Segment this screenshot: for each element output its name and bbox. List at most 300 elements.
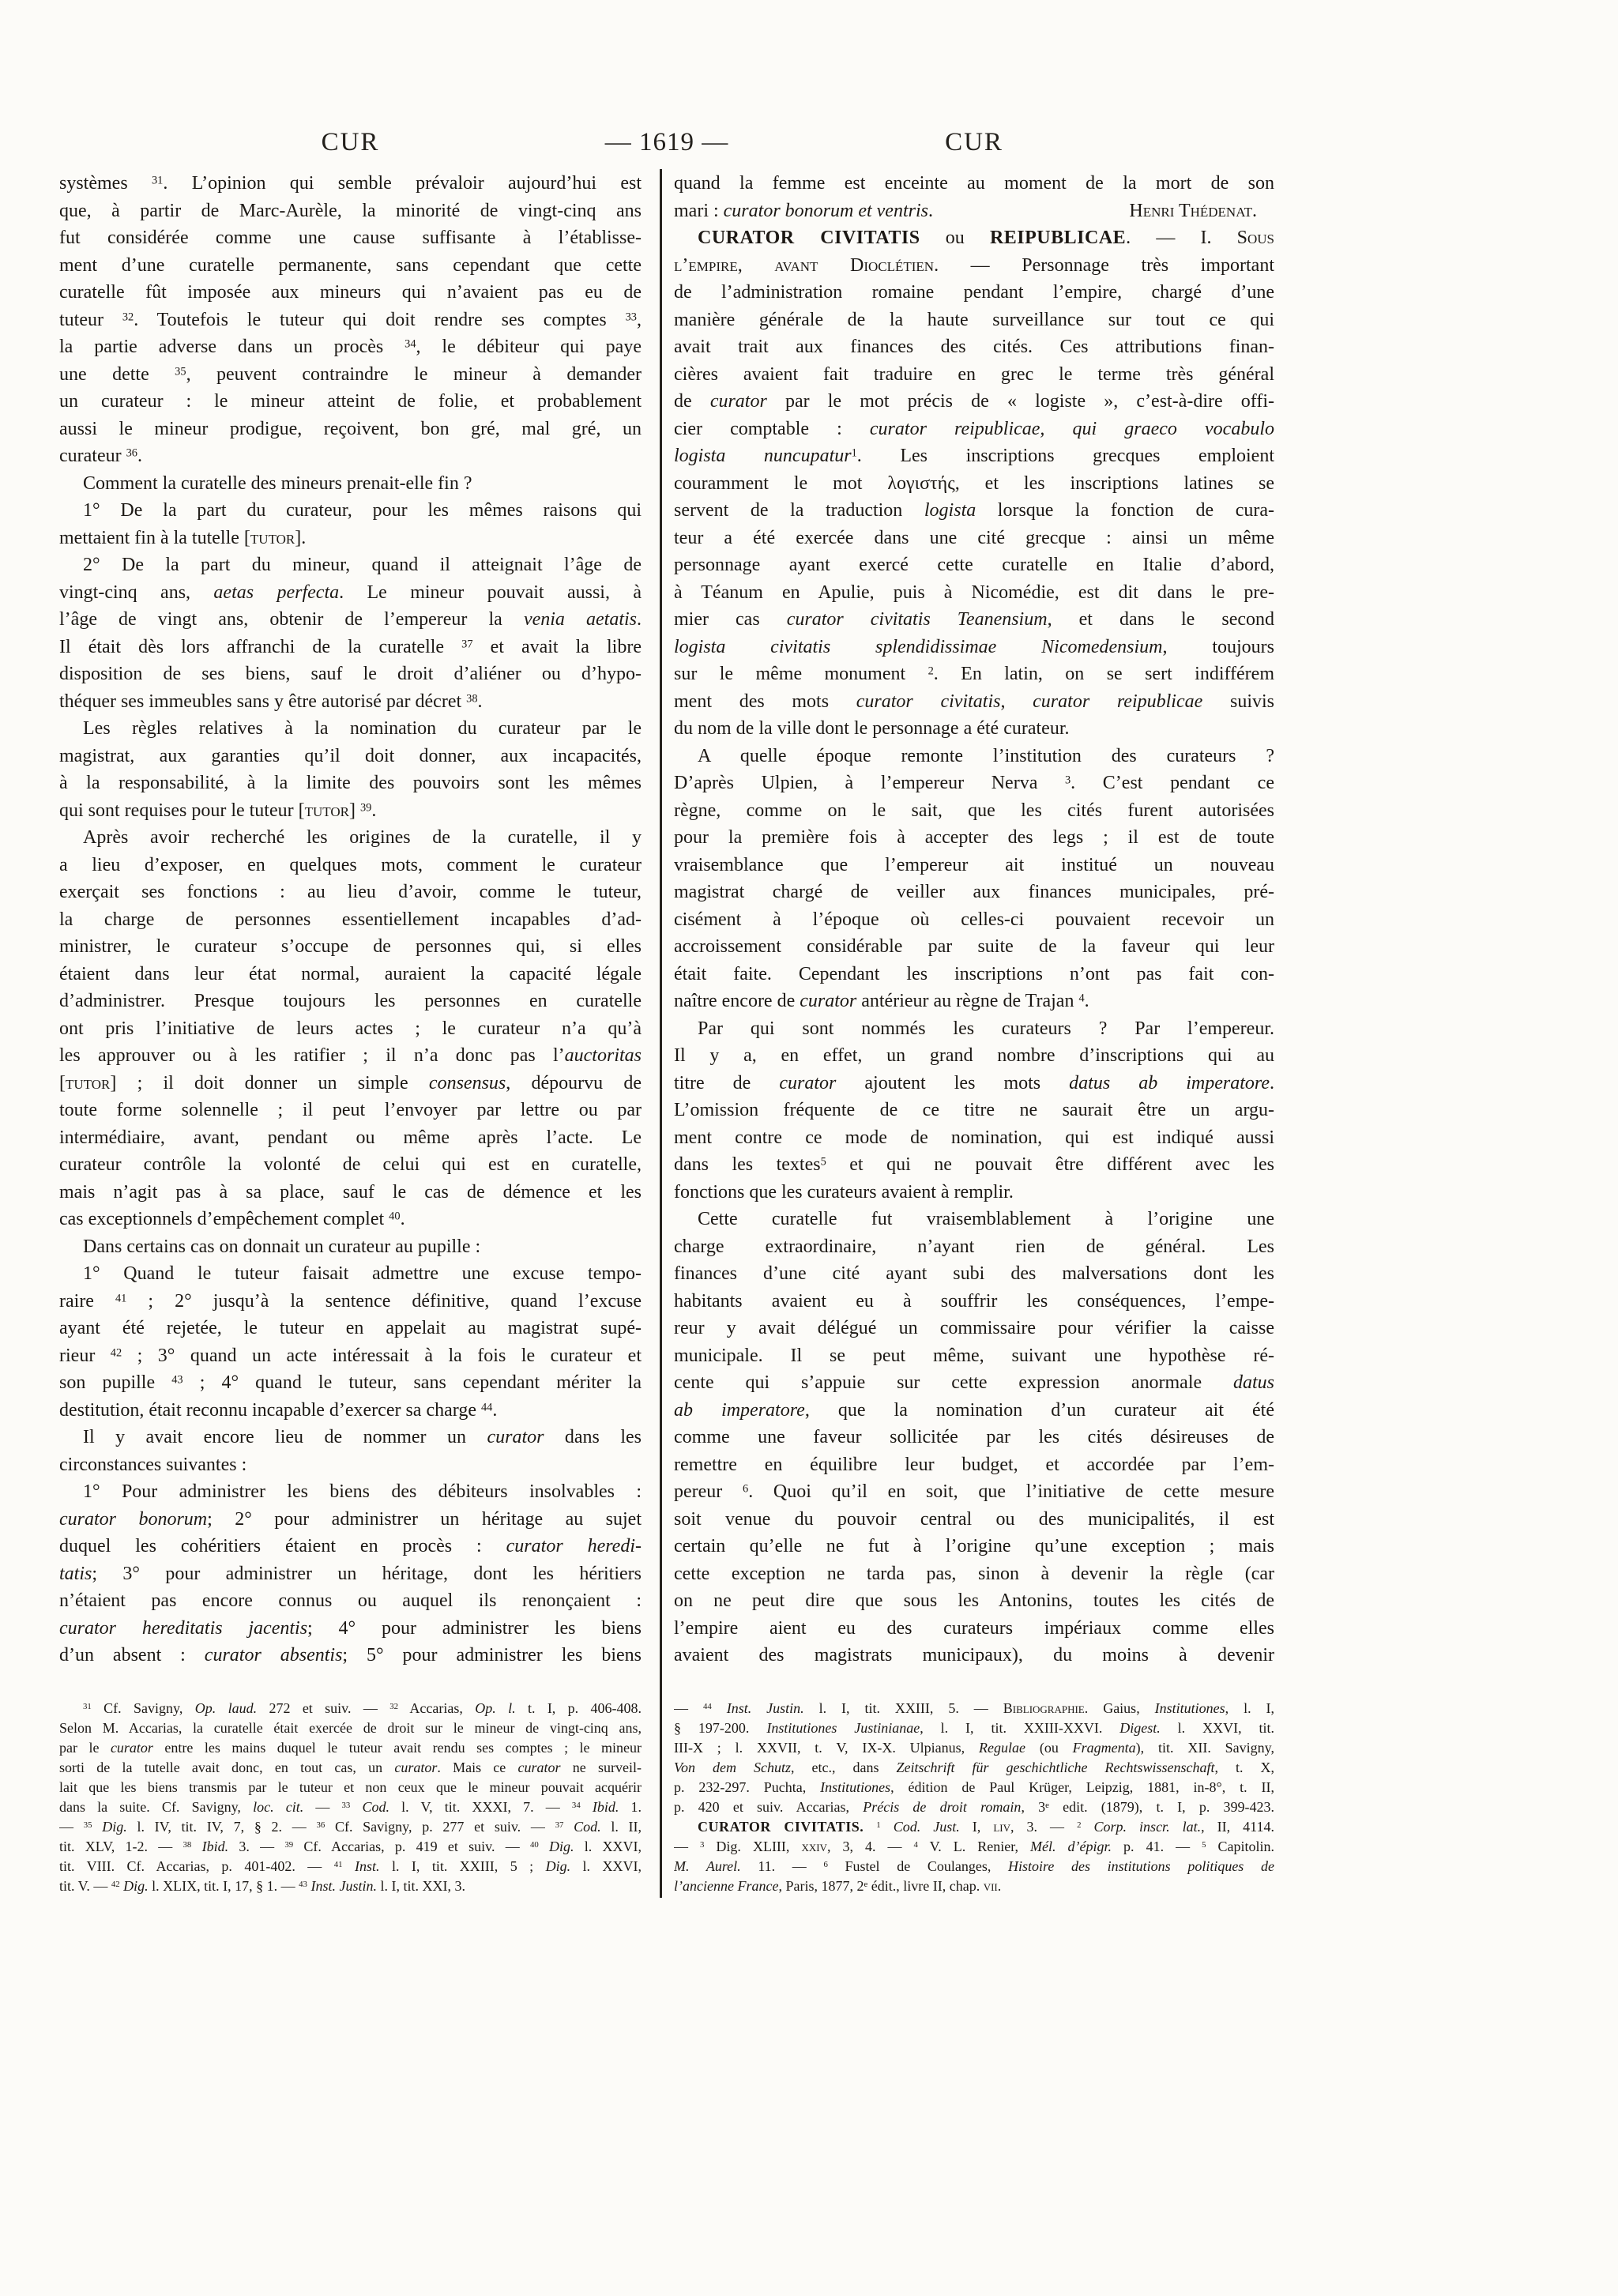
text-line [674,1506,1274,1534]
footnote-ref: 44 [702,1702,712,1712]
text-segment: , peuvent contraindre le mineur à demander [186,363,642,385]
footnote-ref: 32 [389,1702,399,1712]
text-line [59,1615,642,1643]
text-segment: , 3, 4. — [826,1839,914,1854]
text-line [59,198,642,225]
italic-text: datus ab imperatore [1069,1072,1270,1093]
footnote-ref: 36 [316,1820,325,1831]
text-line [674,1857,1274,1876]
italic-text: curator civitatis [856,691,1001,712]
text-line [674,579,1274,607]
text-segment: 2° De la part du mineur, quand il atteignait l’âge de [83,555,642,575]
text-segment: ] [348,800,360,821]
text-line [59,933,642,961]
text-segment: dans les textes [674,1154,821,1175]
text-segment: servent de la traduction [674,500,924,521]
text-segment: mier cas [674,609,787,630]
footnote-ref: 6 [823,1860,828,1870]
text-segment: [ [59,1072,66,1093]
text-segment: ; 3° quand un acte intéressait à la fois le curateur et [122,1345,642,1366]
text-line [59,525,642,552]
text-line [674,1837,1274,1857]
text-segment [191,1839,201,1854]
text-line [59,1857,642,1876]
text-segment: Fustel de Coulanges, [827,1858,1008,1874]
text-segment: duquel les cohéritiers étaient en procès : [59,1536,506,1556]
text-segment: curatelle fût imposée aux mineurs qui n’avaient pas eu de [59,282,642,303]
footnote-ref: 35 [83,1820,92,1831]
text-segment: ment des mots [674,691,856,712]
text-line [674,852,1274,879]
text-segment: Cf. Savigny, p. 277 et suiv. — [325,1819,555,1835]
text-line [59,688,642,716]
text-segment: 1. [619,1799,642,1815]
text-segment: habitants avaient eu à souffrir les conséquences, l’empe- [674,1290,1274,1312]
text-segment: tit. VIII. Cf. Accarias, p. 401-402. — [59,1858,334,1874]
text-segment: . [637,609,642,630]
text-segment: . C’est pendant ce [1071,773,1274,793]
text-segment: . [1252,200,1257,221]
text-segment: toute forme solennelle ; il peut l’envoyer par lettre ou par [59,1100,642,1120]
italic-text: curator civitatis Teanensium [786,609,1048,630]
text-segment: règne, comme on le sait, que les cités furent autorisées [674,800,1274,821]
footnote-ref: 33 [341,1801,351,1811]
text-line [59,1288,642,1315]
text-line [674,1260,1274,1288]
footnote-ref: 2 [1077,1820,1082,1831]
text-line [59,1478,642,1506]
italic-text: Institutiones Justinianae [766,1720,920,1736]
text-segment: d’administrer. Presque toujours les personnes en curatelle [59,991,642,1011]
text-segment: Comment la curatelle des mineurs prenait-elle fin ? [83,472,472,494]
text-segment: et avait la libre [472,636,642,657]
text-segment: fut considérée comme une cause suffisante à l’établisse- [59,228,642,248]
text-segment: . En latin, on se sert indifférem [933,664,1274,684]
footnote-ref: 3 [1064,773,1071,787]
text-segment: § 197-200. [674,1720,767,1736]
text-line [674,1042,1274,1070]
running-head-right: CUR [945,128,1003,156]
running-head-left: CUR [321,128,380,156]
text-segment: magistrat, aux garanties qu’il doit donner, aux incapacités, [59,745,642,766]
text-segment: 11. — [740,1858,824,1874]
text-line [674,442,1274,470]
text-line [59,1315,642,1342]
italic-text: Op. l. [475,1700,516,1716]
text-segment: 3. — [228,1839,285,1854]
text-segment: , etc., dans [791,1760,897,1775]
text-segment: ment contre ce mode de nomination, qui est indiqué aussi [674,1127,1274,1148]
text-line [674,661,1274,688]
text-segment: tit. XLV, 1-2. — [59,1839,183,1854]
text-segment: ; 4° quand le tuteur, sans cependant mériter la [182,1372,642,1393]
text-segment: rieur [59,1345,111,1366]
italic-text: logista [924,500,976,521]
text-line [674,279,1274,307]
text-line [59,1699,642,1718]
italic-text: tatis [59,1563,92,1584]
italic-text: curator absentis [204,1645,343,1666]
text-line [59,1233,642,1261]
italic-text: Corp. inscr. lat. [1093,1819,1202,1835]
smallcaps-text: xxiv [801,1839,827,1854]
italic-text: curator [709,391,767,412]
text-segment: , le débiteur qui paye [416,337,642,357]
text-line [674,1424,1274,1451]
text-line [59,824,642,852]
text-segment: destitution, était reconnu incapable d’exercer sa charge [59,1399,481,1421]
footnote-ref: 31 [151,174,164,187]
line-left-part [674,198,933,225]
text-segment: , t. X, [1214,1760,1274,1775]
italic-text: Inst. [355,1858,380,1874]
text-line [674,1233,1274,1261]
italic-text: venia aetatis [523,609,638,630]
text-segment: quand la femme est enceinte au moment de la mort de son [674,173,1274,194]
text-segment: ne surveil- [560,1760,642,1775]
smallcaps-text: liv [993,1819,1010,1835]
text-segment: curateur [59,446,126,466]
italic-text: curator [487,1427,544,1447]
right-column-text [674,170,1274,1669]
text-segment: ), tit. XII. Savigny, [1135,1740,1274,1756]
text-line [59,1506,642,1534]
text-segment: . Gaius, [1084,1700,1155,1716]
text-segment: ]. [295,527,307,548]
text-line [59,1124,642,1152]
text-segment: Cf. Savigny, [91,1700,195,1716]
text-segment: Il était dès lors affranchi de la curatelle [59,636,462,657]
text-segment: mettaient fin à la tutelle [ [59,527,250,548]
text-line [674,1560,1274,1588]
text-segment: ; 2° pour administrer un héritage au sujet [207,1508,642,1530]
text-segment: — [674,1839,701,1854]
text-segment: systèmes [59,173,152,194]
text-line [59,1015,642,1043]
italic-text: consensus [428,1072,506,1093]
text-line [59,1718,642,1738]
italic-text: datus [1232,1372,1274,1393]
text-line [59,770,642,797]
text-segment: cette exception ne tarda pas, sinon à devenir la règle (car [674,1563,1274,1584]
text-segment: ; 4° pour administrer les biens [307,1617,642,1639]
text-line [674,470,1274,498]
italic-text: Cod. [362,1799,389,1815]
text-segment: Capitolin. [1206,1839,1274,1854]
text-line [59,1070,642,1097]
text-segment: soit venue du pouvoir central ou des municipalités, il est [674,1508,1274,1530]
text-line [59,1179,642,1206]
text-segment [539,1839,549,1854]
text-segment: Il y a, en effet, un grand nombre d’inscriptions qui au [674,1045,1274,1066]
text-line [59,551,642,579]
text-line [674,1738,1274,1758]
text-segment: a lieu d’exposer, en quelques mots, comment le curateur [59,854,642,875]
italic-text: Dig. [123,1878,149,1894]
text-segment: circonstances suivantes : [59,1454,247,1475]
text-segment: , [637,309,642,330]
text-line [59,361,642,389]
footnote-ref: 40 [529,1840,539,1850]
text-segment: par le [59,1740,111,1756]
footnote-ref: 6 [743,1482,749,1496]
text-segment [563,1819,574,1835]
text-segment: dans la suite. Cf. Savigny, [59,1799,254,1815]
smallcaps-text: Henri Thédenat [1129,200,1252,221]
text-segment: , II, 4114. [1201,1819,1274,1835]
text-segment: l. I, tit. XXIII, 5. — [803,1700,1003,1716]
text-segment: , 3. — [1010,1819,1078,1835]
text-line [674,551,1274,579]
text-segment: I, [959,1819,994,1835]
text-segment: comme une faveur sollicitée par les cités désireuses de [674,1427,1274,1447]
bold-text: REIPUBLICAE [989,228,1127,248]
text-segment: intermédiaire, avant, pendant ou même après l’acte. Le [59,1127,642,1148]
text-line [59,1342,642,1370]
text-line [59,1451,642,1479]
text-line [674,1451,1274,1479]
text-segment: l. I, tit. XXI, 3. [376,1878,465,1894]
text-segment: cisément à l’époque où celles-ci pouvaient recevoir un [674,909,1274,930]
text-line [674,525,1274,552]
text-line [59,1042,642,1070]
text-segment: à Téanum en Apulie, puis à Nicomédie, est dit dans le pre- [674,582,1274,603]
text-segment: que, à partir de Marc-Aurèle, la minorité de vingt-cinq ans [59,200,642,221]
smallcaps-text: Sous [1236,228,1274,248]
text-segment: p. 420 et suiv. Accarias, [674,1799,864,1815]
italic-text: Cod. Just. [893,1819,960,1835]
italic-text: curator [779,1072,837,1093]
text-segment: théquer ses immeubles sans y être autorisé par décret [59,691,467,712]
text-line [59,279,642,307]
footnote-ref: 36 [126,446,137,460]
italic-text: Inst. Justin. [310,1878,377,1894]
italic-text: Inst. Justin. [726,1700,804,1716]
footnote-ref: 43 [299,1880,307,1890]
left-column-footnotes [59,1699,642,1896]
text-segment: vingt-cinq ans, [59,582,214,603]
author-signature [1129,198,1274,225]
footnote-ref: 41 [115,1292,127,1305]
text-segment: magistrat chargé de veiller aux finances municipales, pré- [674,882,1274,902]
smallcaps-text: Bibliographie [1003,1700,1085,1716]
text-segment: Dans certains cas on donnait un curateur au pupille : [83,1236,481,1257]
text-segment: reur y avait délégué un commissaire pour vérifier la caisse [674,1318,1274,1338]
smallcaps-text: vii [983,1878,998,1894]
text-segment: fonctions que les curateurs avaient à remplir. [674,1181,1014,1203]
text-segment: , et dans le second [1047,609,1274,630]
text-segment: et qui ne pouvait être différent avec les [826,1154,1274,1175]
text-line [674,1699,1274,1718]
text-line [674,906,1274,934]
text-line [674,361,1274,389]
italic-text: Dig. [102,1819,127,1835]
text-segment: ment d’une curatelle permanente, sans cependant que cette [59,254,642,276]
text-segment: une dette [59,363,175,385]
text-segment: V. L. Renier, [917,1839,1031,1854]
text-segment: municipale. Il se peut même, suivant une hypothèse ré- [674,1345,1274,1366]
italic-text: l’ancienne France [674,1878,779,1894]
text-segment: couramment le mot λογιστής, et les inscriptions latines se [674,472,1274,494]
text-line [59,170,642,198]
text-segment: sorti de la tutelle avait donc, en tout cas, un [59,1760,395,1775]
smallcaps-text: tutor [66,1072,111,1093]
text-line [59,1876,642,1896]
text-segment: disposition de ses biens, sauf le droit d’aliéner ou d’hypo- [59,664,642,684]
text-segment: l. IV, tit. IV, 7, § 2. — [126,1819,317,1835]
text-segment: D’après Ulpien, à l’empereur Nerva [674,773,1065,793]
italic-text: Fragmenta [1072,1740,1136,1756]
text-segment: . Toutefois le tuteur qui doit rendre ses comptes [134,309,626,330]
text-segment: teur a été exercée dans une cité grecque : ainsi un même [674,527,1274,548]
text-segment [350,1799,362,1815]
text-segment: ; 2° jusqu’à la sentence définitive, quand l’excuse [126,1290,642,1312]
text-line [59,906,642,934]
text-segment [1081,1819,1093,1835]
italic-text: logista nuncupatur [674,446,852,466]
text-segment: qui sont requises pour le tuteur [ [59,800,305,821]
text-segment: . [137,446,142,466]
footnote-ref: 42 [110,1346,122,1360]
footnote-ref: 39 [359,801,372,815]
text-segment: la partie adverse dans un procès [59,337,405,357]
text-segment: pour la première fois à accepter des legs ; il est de toute [674,827,1274,848]
text-segment: dans les [544,1427,642,1447]
italic-text: Zeitschrift für geschichtliche Rechtswissenschaft [896,1760,1215,1775]
text-segment: à la responsabilité, à la limite des pouvoirs sont les mêmes [59,773,642,793]
text-line [674,1478,1274,1506]
text-segment: d’un absent : [59,1645,205,1666]
text-line [59,1397,642,1425]
text-segment: personnage ayant exercé cette curatelle en Italie d’abord, [674,555,1274,575]
footnote-ref: 1 [876,1820,881,1831]
text-line [674,1533,1274,1560]
text-line [59,307,642,334]
footnote-ref: 37 [555,1820,564,1831]
italic-text: curator [394,1760,438,1775]
text-segment: de l’administration romaine pendant l’empire, chargé d’une [674,282,1274,303]
text-line [674,1315,1274,1342]
text-line [59,333,642,361]
text-segment: Les règles relatives à la nomination du curateur par le [83,718,642,739]
footnote-ref: 3 [700,1840,705,1850]
text-segment: — Personnage très important [939,254,1274,276]
text-segment: , édition de Paul Krüger, Leipzig, 1881, in-8°, t. II, [890,1779,1274,1795]
text-segment: lorsque la fonction de cura- [976,500,1274,521]
text-segment: mais n’agit pas à sa place, sauf le cas de démence et les [59,1181,642,1203]
text-line [59,961,642,988]
right-column-footnotes [674,1699,1274,1896]
text-line [59,1260,642,1288]
text-segment: cente qui s’appuie sur cette expression anormale [674,1372,1233,1393]
text-segment: remettre en équilibre leur budget, et accordée par l’em- [674,1454,1274,1475]
text-segment: l. XXVI, [570,1858,642,1874]
text-line [674,634,1274,661]
text-segment: lait que les biens transmis par le tuteur et non ceux que le mineur pouvait acquérir [59,1779,642,1795]
text-line [59,715,642,743]
text-segment: l’âge de vingt ans, obtenir de l’empereur la [59,609,524,630]
text-line [59,852,642,879]
text-line [674,1124,1274,1152]
text-segment: tit. V. — [59,1878,111,1894]
text-line [59,252,642,280]
italic-text: curator bonorum [59,1508,208,1530]
footnote-ref: 5 [820,1155,826,1169]
text-line [674,988,1274,1015]
bold-text: CURATOR CIVITATIS. [698,1819,864,1835]
text-segment: , toujours [1162,636,1274,657]
text-segment: , dépourvu de [506,1072,642,1093]
text-line [59,224,642,252]
italic-text: Institutiones [1154,1700,1225,1716]
text-segment: certain qu’elle ne fut à l’origine qu’une exception ; mais [674,1536,1274,1556]
text-segment: l. XLIX, tit. I, 17, § 1. — [148,1878,299,1894]
text-line [59,1560,642,1588]
italic-text: Dig. [545,1858,571,1874]
text-line [674,388,1274,416]
text-segment: 272 et suiv. — [257,1700,390,1716]
text-line [674,770,1274,797]
text-segment: t. I, p. 406-408. [515,1700,642,1716]
text-segment: edit. (1879), t. I, p. 399-423. [1048,1799,1274,1815]
text-segment: était faite. Cependant les inscriptions n’ont pas fait con- [674,963,1274,984]
footnote-ref: 4 [913,1840,918,1850]
text-line [59,1533,642,1560]
text-line [674,879,1274,906]
text-line [674,1587,1274,1615]
text-segment: mari : [674,200,724,221]
text-line [59,579,642,607]
text-segment: antérieur au règne de Trajan [856,991,1079,1011]
footnote-ref: 31 [83,1702,92,1712]
italic-text: Institutiones [820,1779,891,1795]
text-segment: ; 5° pour administrer les biens [342,1645,642,1666]
text-line [59,1778,642,1797]
text-segment: aussi le mineur prodigue, reçoivent, bon gré, mal gré, un [59,418,642,439]
text-segment: (ou [1025,1740,1073,1756]
footnote-ref: 2 [928,664,934,678]
text-line [674,933,1274,961]
text-line [59,1738,642,1758]
text-segment: l. XXVI, tit. [1160,1720,1274,1736]
text-line [59,470,642,498]
footnote-ref: 5 [1202,1840,1206,1850]
text-segment: avaient des magistrats municipaux), du moins à devenir [674,1645,1274,1666]
text-segment: l. I, tit. XXIII, 5 ; [379,1858,546,1874]
italic-text: loc. cit. [253,1799,304,1815]
text-line [59,1206,642,1233]
italic-text: Von dem Schutz [674,1760,791,1775]
text-line [674,1615,1274,1643]
text-segment: III-X ; l. XXVII, t. V, IX-X. Ulpianus, [674,1740,979,1756]
text-line [674,307,1274,334]
italic-text: curator reipublicae [1033,691,1203,712]
text-segment: . [371,800,377,821]
footnote-ref: 38 [466,692,478,706]
text-segment: édit., livre II, chap. [867,1878,984,1894]
text-segment: Il y avait encore lieu de nommer un [83,1427,487,1447]
text-segment: Après avoir recherché les origines de la curatelle, il y [83,827,642,848]
italic-text: Mél. d’épigr. [1030,1839,1112,1854]
text-line [59,1151,642,1179]
text-segment: avait trait aux finances des cités. Ces attributions finan- [674,337,1274,357]
text-line [674,1151,1274,1179]
footnote-ref: e [1045,1801,1049,1811]
text-segment: naître encore de [674,991,800,1011]
text-line [674,1718,1274,1738]
text-line [59,1424,642,1451]
italic-text: curator bonorum et ventris [723,200,928,221]
